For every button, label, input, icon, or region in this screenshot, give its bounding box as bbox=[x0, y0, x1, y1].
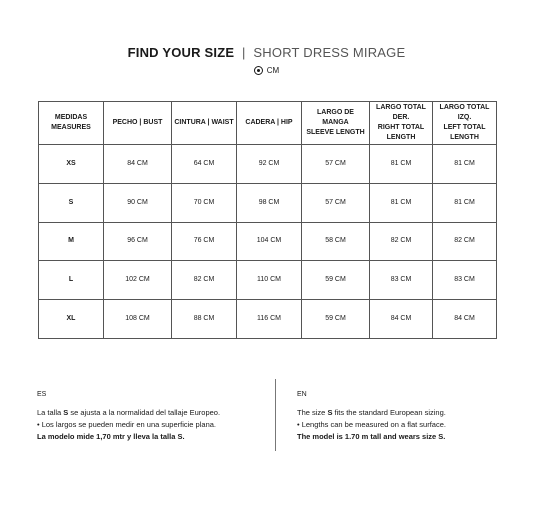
table-header-text: CADERA | HIP bbox=[245, 119, 293, 126]
measurement-cell: 84 CM bbox=[433, 300, 497, 339]
size-notes bbox=[0, 379, 533, 451]
measurement-cell: 59 CM bbox=[302, 261, 370, 300]
measurement-cell: 81 CM bbox=[433, 183, 497, 222]
notes-es bbox=[37, 389, 267, 443]
table-row bbox=[39, 300, 497, 339]
size-label: XS bbox=[39, 145, 104, 184]
table-header-text: LEFT TOTAL LENGTH bbox=[443, 124, 486, 141]
notes-en-line3: The model is 1.70 m tall and wears size S. bbox=[297, 432, 446, 441]
table-header-text: RIGHT TOTAL LENGTH bbox=[377, 124, 425, 141]
page-title bbox=[0, 45, 533, 60]
table-header-text: PECHO | BUST bbox=[112, 119, 163, 126]
measurement-cell: 84 CM bbox=[104, 145, 172, 184]
measurement-cell: 57 CM bbox=[302, 183, 370, 222]
measurement-cell: 82 CM bbox=[172, 261, 237, 300]
table-header-text: MEASURES bbox=[51, 124, 91, 131]
table-header-cell bbox=[433, 102, 497, 145]
measurement-cell: 59 CM bbox=[302, 300, 370, 339]
table-header-row bbox=[39, 102, 497, 145]
measurement-cell: 82 CM bbox=[370, 222, 433, 261]
measurement-cell: 104 CM bbox=[237, 222, 302, 261]
size-label: XL bbox=[39, 300, 104, 339]
table-header-cell bbox=[370, 102, 433, 145]
measurement-cell: 108 CM bbox=[104, 300, 172, 339]
unit-selector[interactable] bbox=[0, 66, 533, 75]
measurement-cell: 84 CM bbox=[370, 300, 433, 339]
table-header-text: LARGO TOTAL DER. bbox=[376, 104, 426, 121]
measurement-cell: 81 CM bbox=[370, 183, 433, 222]
notes-es-line1-pre: La talla bbox=[37, 408, 64, 417]
size-table bbox=[38, 101, 497, 339]
table-header-cell bbox=[237, 102, 302, 145]
table-row bbox=[39, 145, 497, 184]
measurement-cell: 57 CM bbox=[302, 145, 370, 184]
measurement-cell: 83 CM bbox=[370, 261, 433, 300]
table-header-cell bbox=[39, 102, 104, 145]
notes-es-line1-post: se ajusta a la normalidad del tallaje Europeo. bbox=[68, 408, 221, 417]
notes-es-size: S bbox=[63, 408, 69, 417]
title-main: FIND YOUR SIZE bbox=[127, 45, 235, 60]
table-header-cell bbox=[302, 102, 370, 145]
table-header-text: LARGO DE MANGA bbox=[317, 109, 354, 126]
measurement-cell: 102 CM bbox=[104, 261, 172, 300]
notes-en bbox=[297, 389, 527, 443]
measurement-cell: 116 CM bbox=[237, 300, 302, 339]
measurement-cell: 82 CM bbox=[433, 222, 497, 261]
title-separator: | bbox=[242, 45, 246, 60]
notes-en-line1-pre: The size bbox=[297, 408, 328, 417]
notes-es-line1 bbox=[37, 407, 267, 419]
measurement-cell: 83 CM bbox=[433, 261, 497, 300]
measurement-cell: 92 CM bbox=[237, 145, 302, 184]
table-row bbox=[39, 183, 497, 222]
notes-divider bbox=[275, 379, 276, 451]
notes-es-lang: ES bbox=[37, 391, 47, 398]
measurement-cell: 96 CM bbox=[104, 222, 172, 261]
notes-es-line3: La modelo mide 1,70 mtr y lleva la talla S. bbox=[37, 432, 185, 441]
table-header-text: CINTURA | WAIST bbox=[174, 119, 234, 126]
size-label: M bbox=[39, 222, 104, 261]
measurement-cell: 64 CM bbox=[172, 145, 237, 184]
table-header-cell bbox=[172, 102, 237, 145]
measurement-cell: 70 CM bbox=[172, 183, 237, 222]
notes-en-line2: • Lengths can be measured on a flat surface. bbox=[297, 420, 446, 429]
table-row bbox=[39, 261, 497, 300]
notes-en-lang: EN bbox=[297, 391, 307, 398]
table-row bbox=[39, 222, 497, 261]
measurement-cell: 58 CM bbox=[302, 222, 370, 261]
unit-radio-cm[interactable] bbox=[254, 66, 263, 75]
unit-label-cm: CM bbox=[266, 66, 280, 75]
size-label: S bbox=[39, 183, 104, 222]
table-header-text: SLEEVE LENGTH bbox=[306, 129, 365, 136]
table-header-text: LARGO TOTAL IZQ. bbox=[439, 104, 490, 121]
title-product: SHORT DRESS MIRAGE bbox=[253, 45, 406, 60]
measurement-cell: 76 CM bbox=[172, 222, 237, 261]
measurement-cell: 88 CM bbox=[172, 300, 237, 339]
table-header-text: MEDIDAS bbox=[54, 114, 88, 121]
measurement-cell: 110 CM bbox=[237, 261, 302, 300]
measurement-cell: 81 CM bbox=[370, 145, 433, 184]
radio-selected-dot bbox=[257, 69, 260, 72]
measurement-cell: 98 CM bbox=[237, 183, 302, 222]
notes-en-line1-post: fits the standard European sizing. bbox=[332, 408, 446, 417]
notes-en-size: S bbox=[327, 408, 333, 417]
size-label: L bbox=[39, 261, 104, 300]
measurement-cell: 81 CM bbox=[433, 145, 497, 184]
measurement-cell: 90 CM bbox=[104, 183, 172, 222]
table-header-cell bbox=[104, 102, 172, 145]
notes-es-line2: • Los largos se pueden medir en una superficie plana. bbox=[37, 420, 216, 429]
notes-en-line1 bbox=[297, 407, 527, 419]
